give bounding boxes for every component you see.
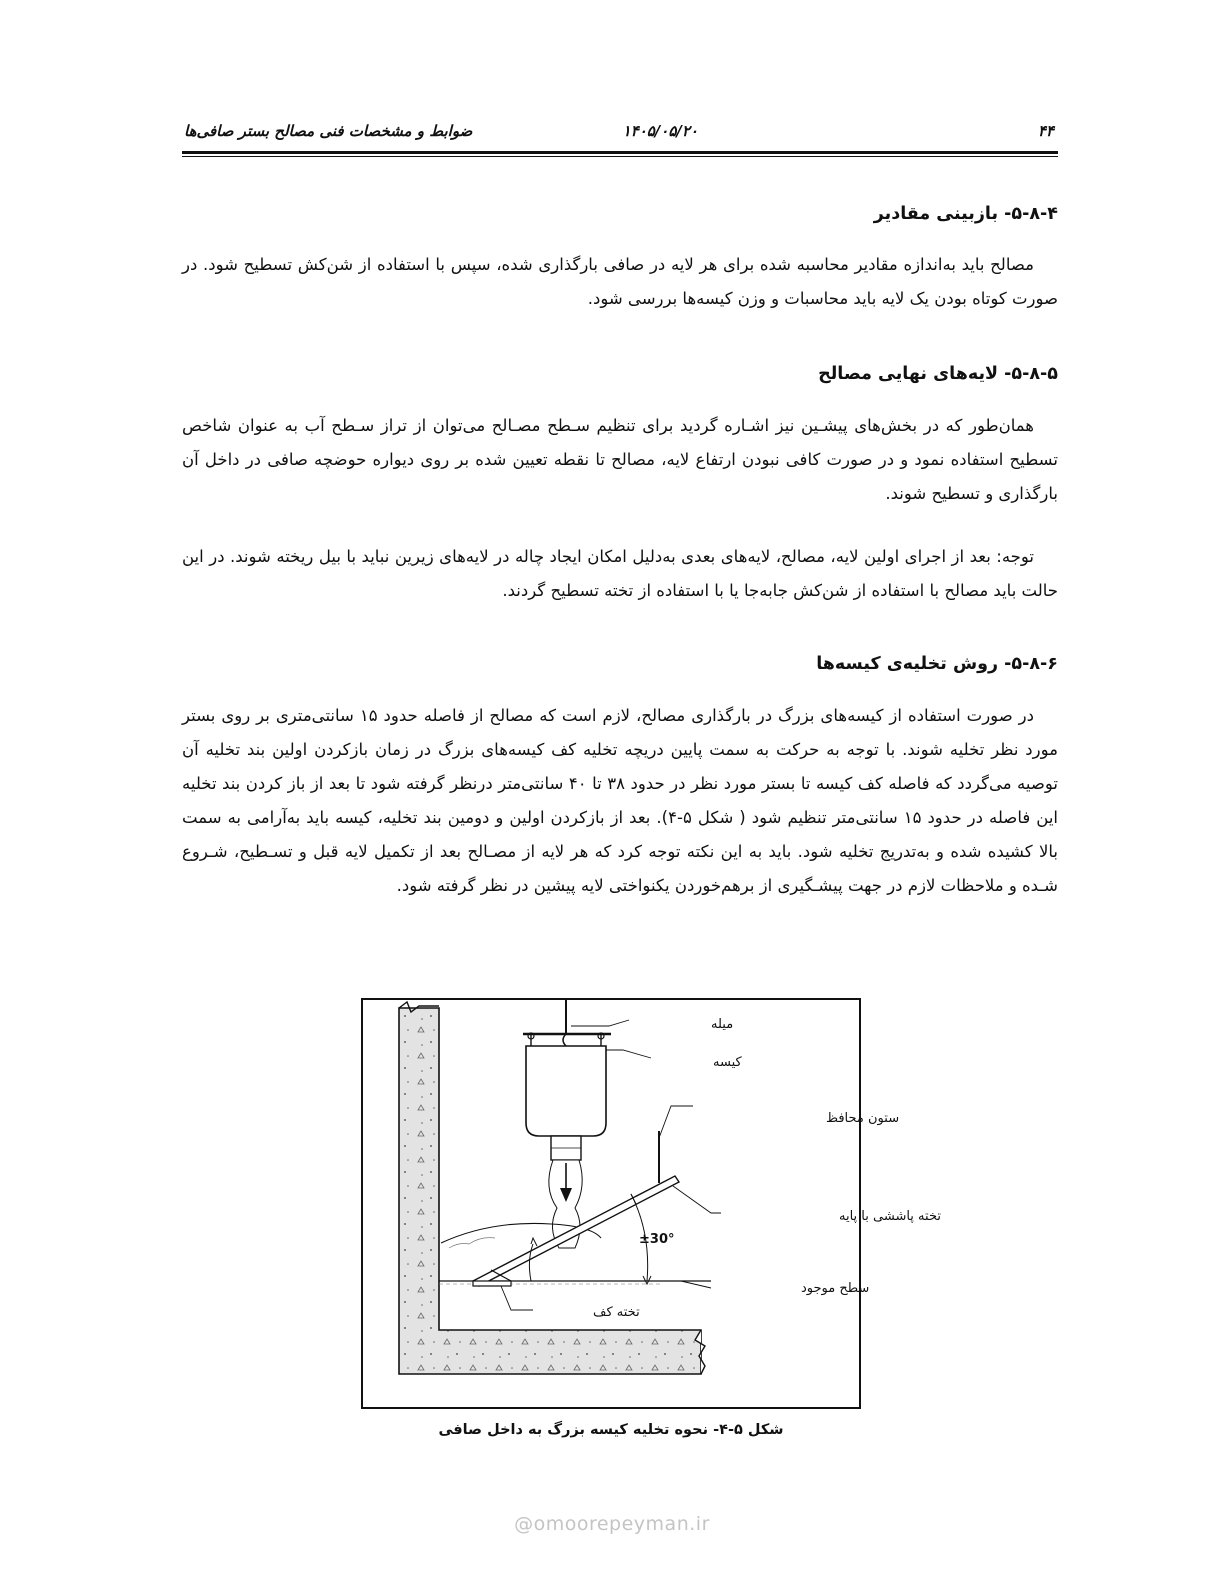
- header-rule-thick: [182, 151, 1058, 154]
- figure-caption: شکل ۵-۴- نحوه تخلیه کیسه بزرگ به داخل صافی: [438, 1422, 784, 1438]
- label-floor-board: تخته کف: [593, 1305, 640, 1320]
- header-rule-thin: [182, 156, 1058, 157]
- section-heading-review-quantities: ۵-۸-۴- بازبینی مقادیر: [873, 204, 1058, 224]
- label-existing-level: سطح موجود: [801, 1281, 870, 1296]
- note-paragraph: توجه: بعد از اجرای اولین لایه، مصالح، لایه‌های بعدی به‌دلیل امکان ایجاد چاله در لایه‌های زیرین نباید با بیل ریخته شوند. در این حالت باید مصالح با استفاده از شن‌کش جابه‌جا یا با استفاده از تخته تسطیح گردند.: [182, 547, 1058, 600]
- section-heading-bag-unloading: ۵-۸-۶- روش تخلیه‌ی کیسه‌ها: [816, 654, 1058, 674]
- section-heading-final-layers: ۵-۸-۵- لایه‌های نهایی مصالح: [818, 364, 1058, 384]
- label-angle: ±30°: [639, 1232, 675, 1247]
- label-guard-post: ستون محافظ: [826, 1111, 900, 1126]
- page-number: ۴۴: [1037, 122, 1054, 140]
- paragraph: همان‌طور که در بخش‌های پیشـین نیز اشـاره گردید برای تنظیم سـطح مصـالح می‌توان از تراز سـطح آب به عنوان شاخص تسطیح استفاده نمود و در صورت کافی نبودن ارتفاع لایه، مصالح تا نقطه تعیین شده بر روی دیواره حوضچه صافی در داخل آن بارگذاری و تسطیح شوند.: [182, 416, 1058, 503]
- header-date: ۱۴۰۵/۰۵/۲۰: [622, 122, 698, 140]
- floor-board: [473, 1281, 511, 1286]
- label-rod: میله: [711, 1017, 734, 1032]
- paragraph: در صورت استفاده از کیسه‌های بزرگ در بارگذاری مصالح، لازم است که مصالح از فاصله حدود ۱۵ سانتی‌متری بر روی بستر مورد نظر تخلیه شوند. با توجه به حرکت به سمت پایین دریچه تخلیه کف کیسه‌های بزرگ در زمان بازکردن اولین بند تخلیه آن توصیه می‌گردد که فاصله کف کیسه تا بستر مورد نظر در حدود ۳۸ تا ۴۰ سانتی‌متر درنظر گرفته شود تا بعد از باز کردن بند تخلیه این فاصله در حدود ۱۵ سانتی‌متر تنظیم شود ( شکل ۵-۴). بعد از بازکردن اولین و دومین بند تخلیه، کیسه باید به‌آرامی به سمت بالا کشیده شده و به‌تدریج تخلیه شود. باید به این نکته توجه کرد که هر لایه از مصـالح بعد از تکمیل لایه قبل و تسـطیح، شـروع شـده و ملاحظات لازم در جهت پیشـگیری از برهم‌خوردن یکنواختی لایه پیشین در نظر گرفته شود.: [182, 706, 1058, 895]
- big-bag: [526, 1046, 606, 1136]
- bag-unloading-diagram: [361, 998, 941, 1409]
- header-title: ضوابط و مشخصات فنی مصالح بستر صافی‌ها: [184, 122, 473, 140]
- running-header: [182, 118, 1058, 148]
- site-watermark: @omoorepeyman.ir: [514, 1513, 710, 1535]
- label-splash-board: تخته پاششی با پایه: [839, 1209, 941, 1224]
- paragraph: مصالح باید به‌اندازه مقادیر محاسبه شده برای هر لایه در صافی بارگذاری شده، سپس با استفاده از شن‌کش تسطیح شود. در صورت کوتاه بودن یک لایه باید محاسبات و وزن کیسه‌ها بررسی شود.: [182, 255, 1058, 308]
- label-bag: کیسه: [713, 1055, 742, 1070]
